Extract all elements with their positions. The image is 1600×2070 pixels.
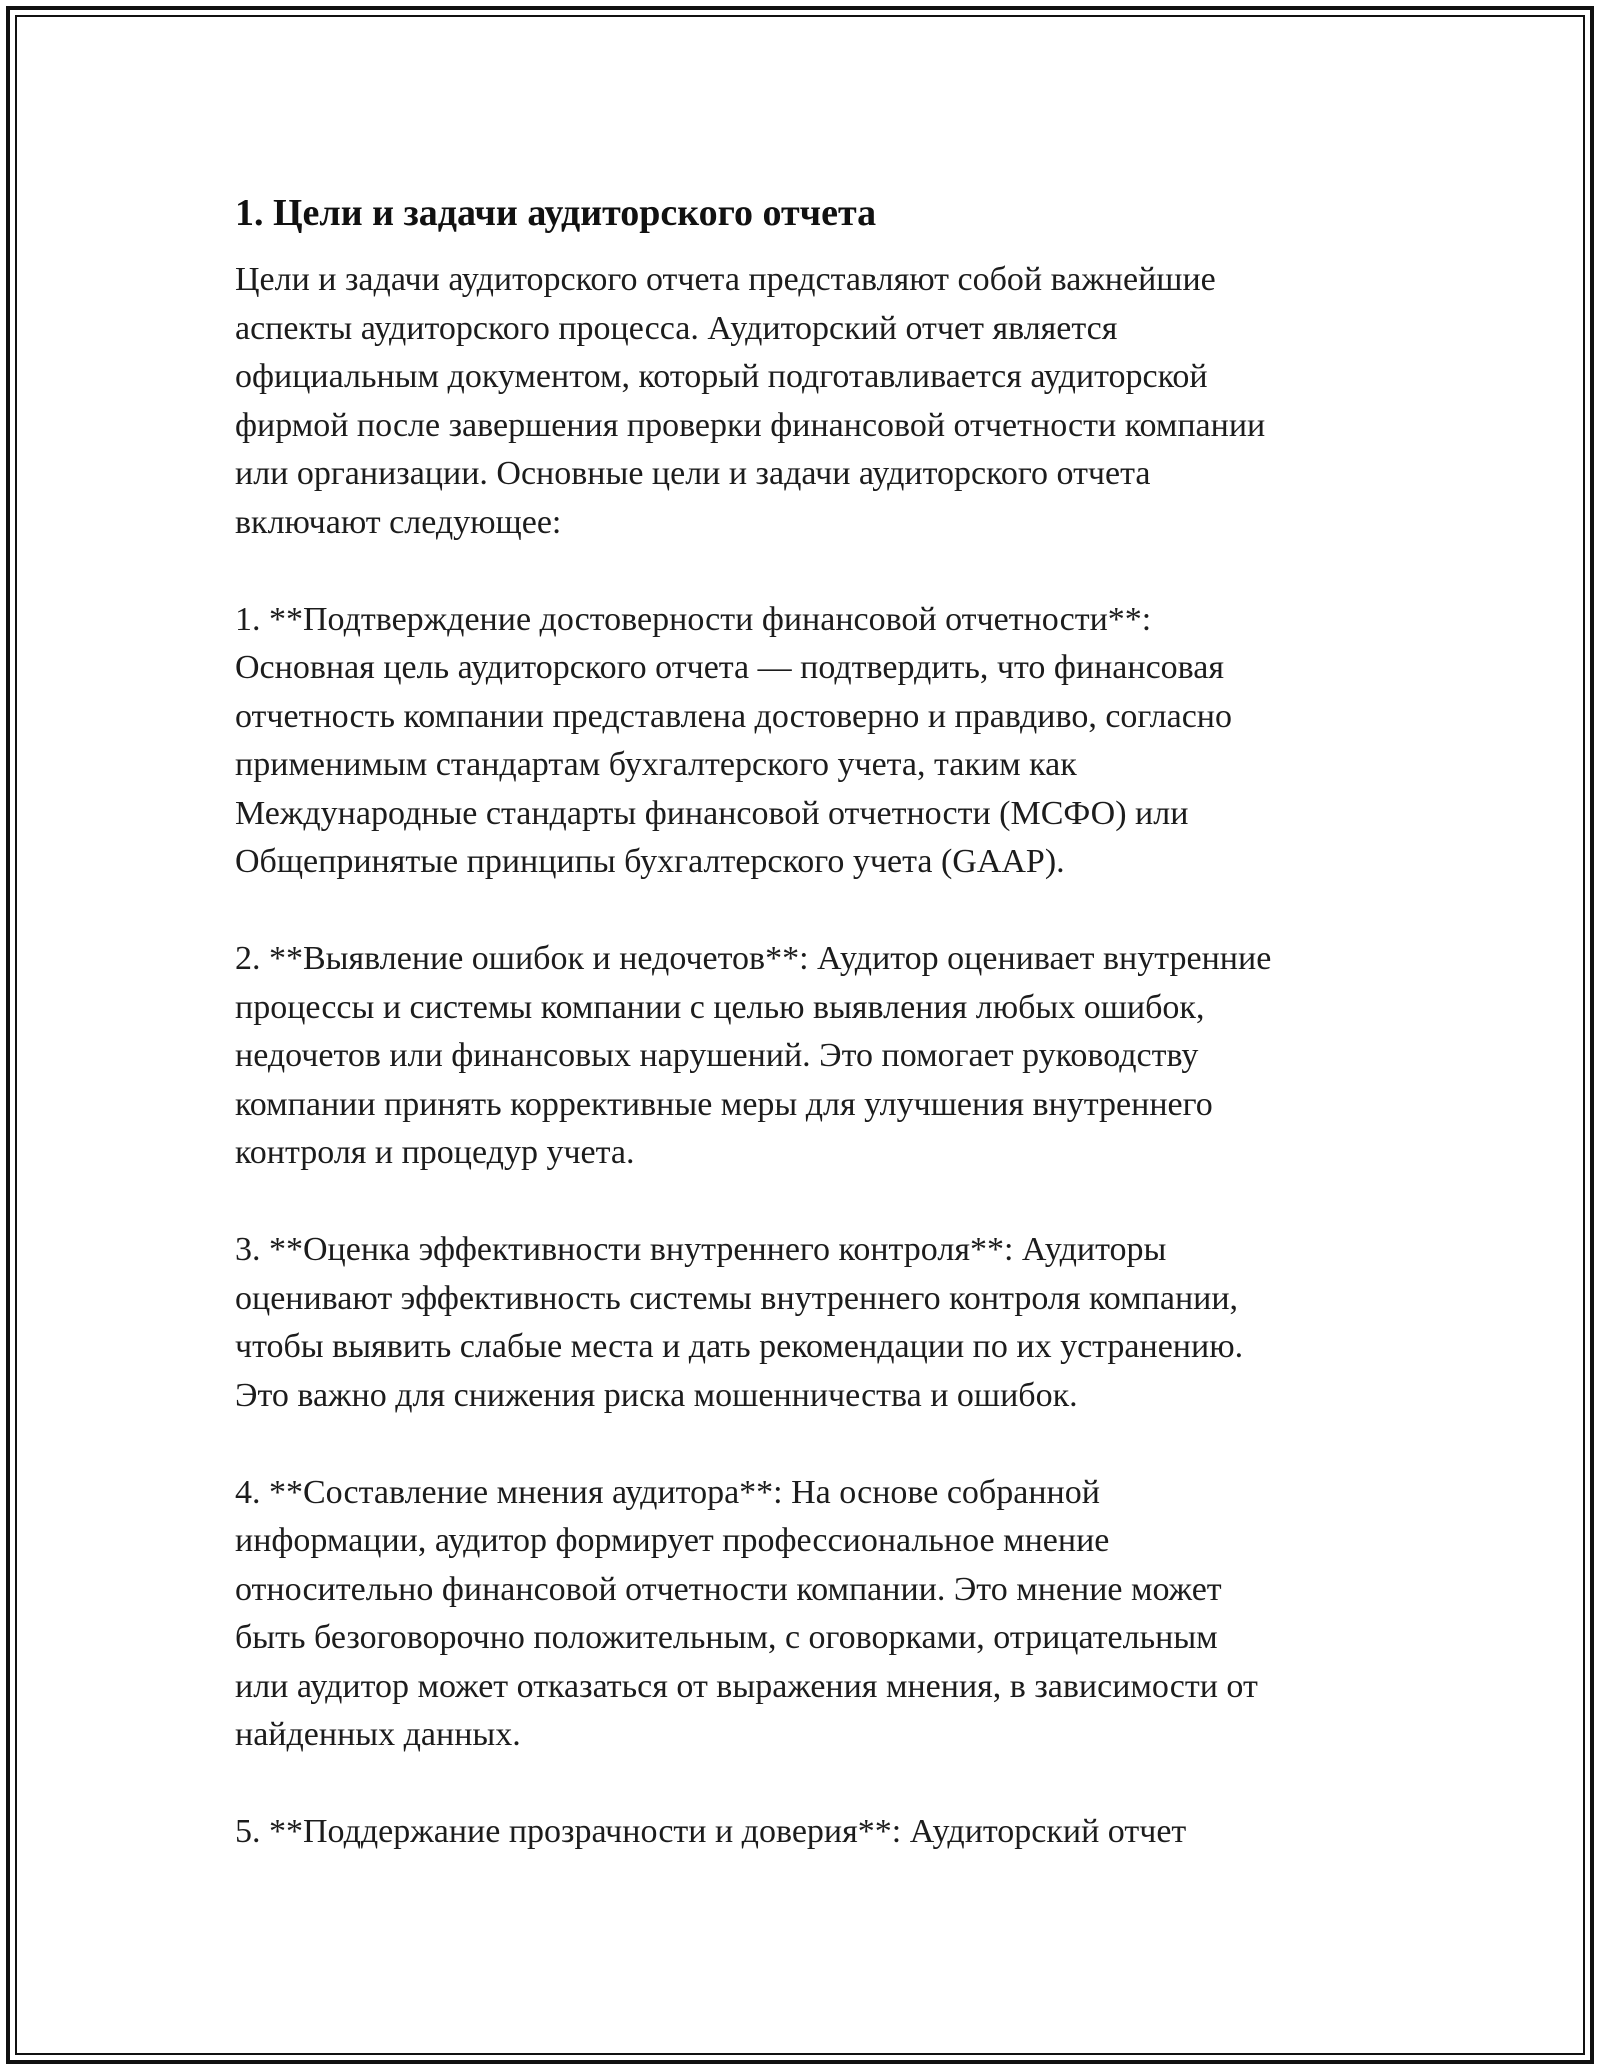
list-item-2: 2. **Выявление ошибок и недочетов**: Аудитор оценивает внутренние процессы и системы компании с целью выявления любых ошибок, недочетов или финансовых нарушений. Это помогает руководству компании принять коррективные меры для улучшения внутреннего контроля и процедур учета.	[235, 940, 1272, 1171]
section-heading: 1. Цели и задачи аудиторского отчета	[235, 192, 877, 234]
list-item-3: 3. **Оценка эффективности внутреннего контроля**: Аудиторы оценивают эффективность системы внутреннего контроля компании, чтобы выявить слабые места и дать рекомендации по их устранению. Это важно для снижения риска мошенничества и ошибок.	[235, 1231, 1244, 1414]
list-item-1: 1. **Подтверждение достоверности финансовой отчетности**: Основная цель аудиторского отчета — подтвердить, что финансовая отчетность компании представлена достоверно и правдиво, согласно применимым стандартам бухгалтерского учета, таким как Международные стандарты финансовой отчетности (МСФО) или Общепринятые принципы бухгалтерского учета (GAAP).	[235, 600, 1232, 880]
list-item-4: 4. **Составление мнения аудитора**: На основе собранной информации, аудитор формирует профессиональное мнение относительно финансовой отчетности компании. Это мнение может быть безоговорочно положительным, с оговорками, отрицательным или аудитор может отказаться от выражения мнения, в зависимости от найденных данных.	[235, 1473, 1258, 1753]
list-item-5: 5. **Поддержание прозрачности и доверия**: Аудиторский отчет	[235, 1813, 1187, 1850]
intro-paragraph: Цели и задачи аудиторского отчета представляют собой важнейшие аспекты аудиторского процесса. Аудиторский отчет является официальным документом, который подготавливается аудиторской фирмой после завершения проверки финансовой отчетности компании или организации. Основные цели и задачи аудиторского отчета включают следующее:	[235, 261, 1266, 541]
document-body	[235, 185, 1365, 1857]
